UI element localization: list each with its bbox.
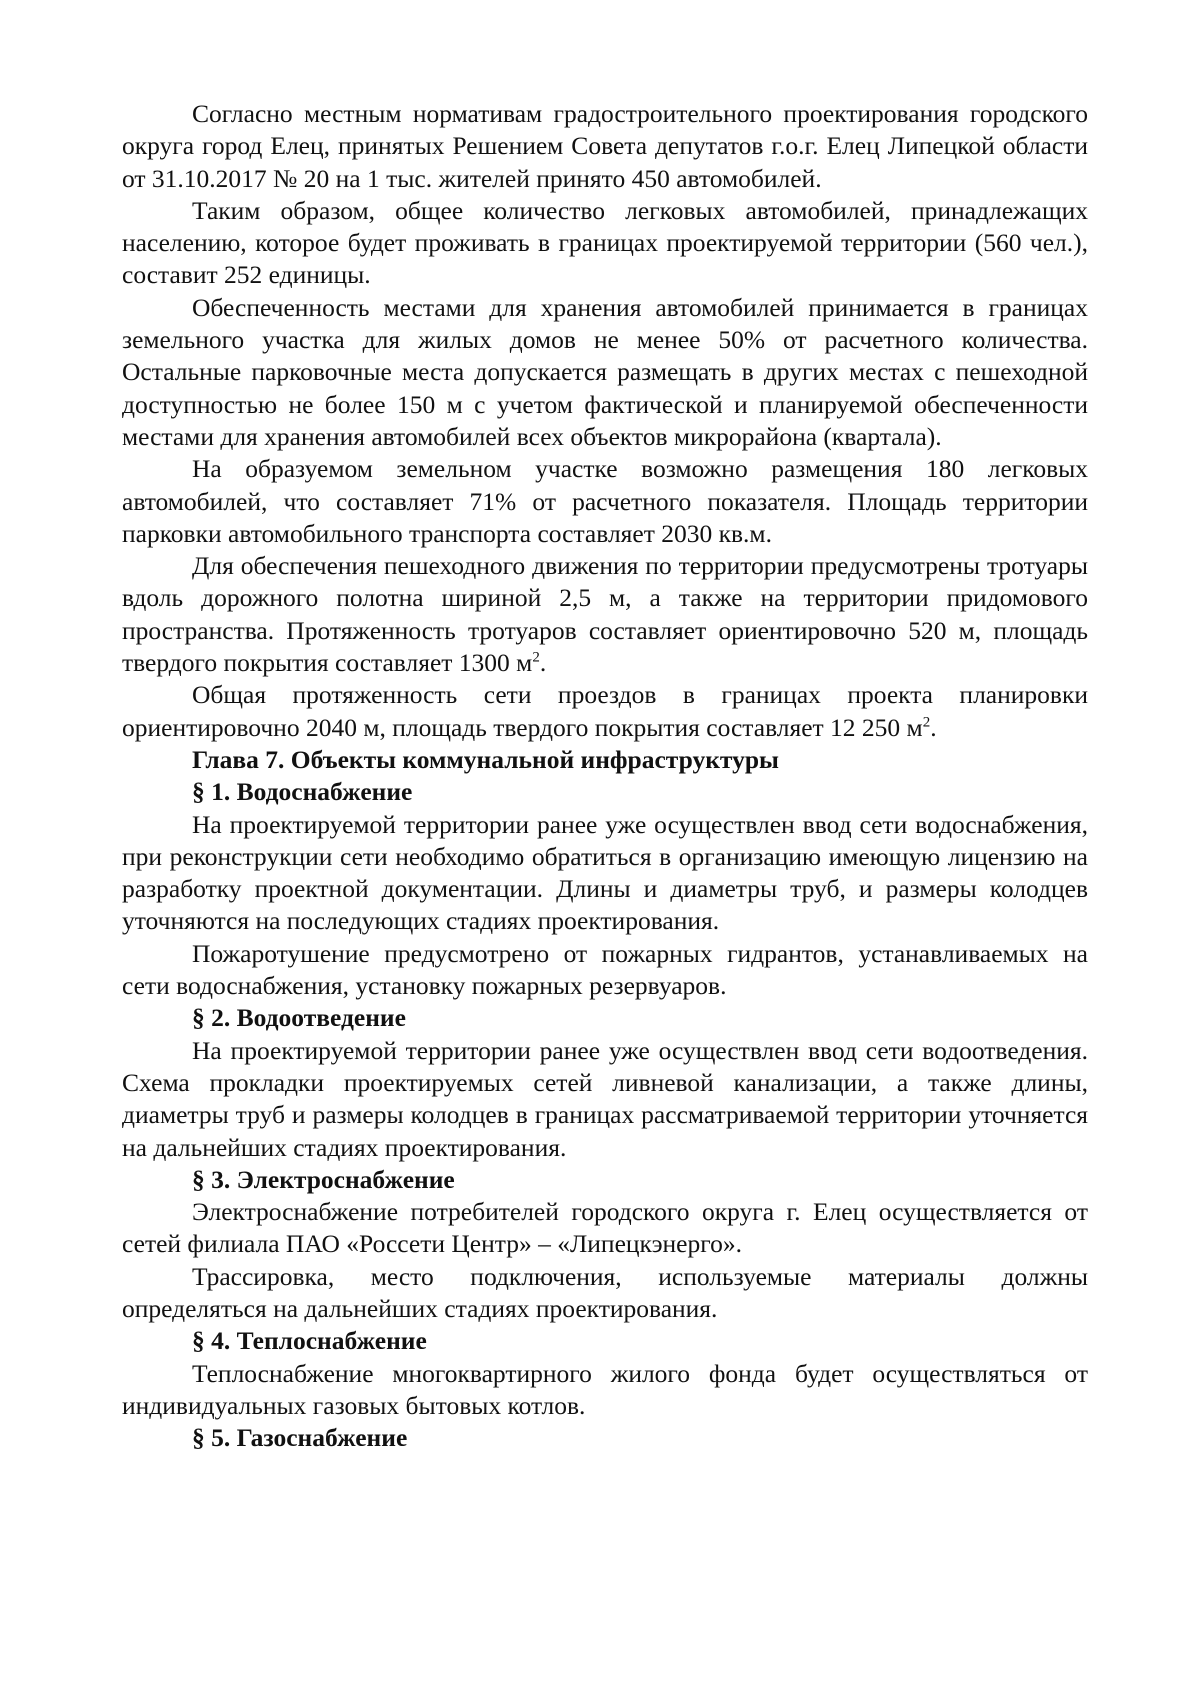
paragraph-fire-fighting: Пожаротушение предусмотрено от пожарных гидрантов, устанавливаемых на сети водоснабжения, установку пожарных резервуаров. [122, 938, 1088, 1001]
sidewalks-superscript: 2 [532, 649, 540, 666]
sidewalks-text: Для обеспечения пешеходного движения по территории предусмотрены тротуары вдоль дорожного полотна шириной 2,5 м, а также на территории придомового пространства. Протяженность тротуаров составляет ориентировочно 520 м, площадь твердого покрытия составляет 1300 м [122, 551, 1088, 678]
paragraph-parking-provision: Обеспеченность местами для хранения автомобилей принимается в границах земельного участка для жилых домов не менее 50% от расчетного количества. Остальные парковочные места допускается размещать в других местах с пешеходной доступностью не более 150 м с учетом фактической и планируемой обеспеченности местами для хранения автомобилей всех объектов микрорайона (квартала). [122, 292, 1088, 451]
paragraph-parking-capacity: На образуемом земельном участке возможно размещения 180 легковых автомобилей, что составляет 71% от расчетного показателя. Площадь территории парковки автомобильного транспорта составляет 2030 кв.м. [122, 454, 1088, 548]
section-heading-heating: § 4. Теплоснабжение [192, 1326, 427, 1356]
section-heading-electricity: § 3. Электроснабжение [192, 1164, 455, 1194]
driveways-superscript: 2 [922, 714, 931, 731]
paragraph-heating: Теплоснабжение многоквартирного жилого фонда будет осуществляться от индивидуальных газовых бытовых котлов. [122, 1358, 1088, 1420]
paragraph-sidewalks [122, 550, 1088, 679]
driveways-text: Общая протяженность сети проездов в границах проекта планировки ориентировочно 2040 м, площадь твердого покрытия составляет 12 250 м [122, 680, 1088, 742]
paragraph-driveways [122, 679, 1088, 744]
paragraph-sewerage: На проектируемой территории ранее уже осуществлен ввод сети водоотведения. Схема прокладки проектируемых сетей ливневой канализации, а также длины, диаметры труб и размеры колодцев в границах рассматриваемой территории уточняется на дальнейших стадиях проектирования. [122, 1035, 1088, 1162]
section-heading-sewerage: § 2. Водоотведение [192, 1003, 406, 1033]
paragraph-electricity: Электроснабжение потребителей городского округа г. Елец осуществляется от сетей филиала ПАО «Россети Центр» – «Липецкэнерго». [122, 1197, 1088, 1259]
paragraph-electricity-routing: Трассировка, место подключения, используемые материалы должны определяться на дальнейших стадиях проектирования. [122, 1261, 1088, 1323]
chapter-heading: Глава 7. Объекты коммунальной инфраструктуры [192, 744, 779, 774]
section-heading-gas-supply: § 5. Газоснабжение [192, 1423, 408, 1453]
paragraph-car-norms: Согласно местным нормативам градостроительного проектирования городского округа город Елец, принятых Решением Совета депутатов г.о.г. Елец Липецкой области от 31.10.2017 № 20 на 1 тыс. жителей принято 450 автомобилей. [122, 99, 1088, 193]
sidewalks-end: . [539, 648, 547, 678]
section-heading-water-supply: § 1. Водоснабжение [192, 777, 413, 807]
driveways-end: . [930, 712, 937, 742]
paragraph-water-supply: На проектируемой территории ранее уже осуществлен ввод сети водоснабжения, при реконструкции сети необходимо обратиться в организацию имеющую лицензию на разработку проектной документации. Длины и диаметры труб, и размеры колодцев уточняются на последующих стадиях проектирования. [122, 809, 1088, 936]
paragraph-car-count: Таким образом, общее количество легковых автомобилей, принадлежащих населению, которое будет проживать в границах проектируемой территории (560 чел.), составит 252 единицы. [122, 195, 1088, 290]
